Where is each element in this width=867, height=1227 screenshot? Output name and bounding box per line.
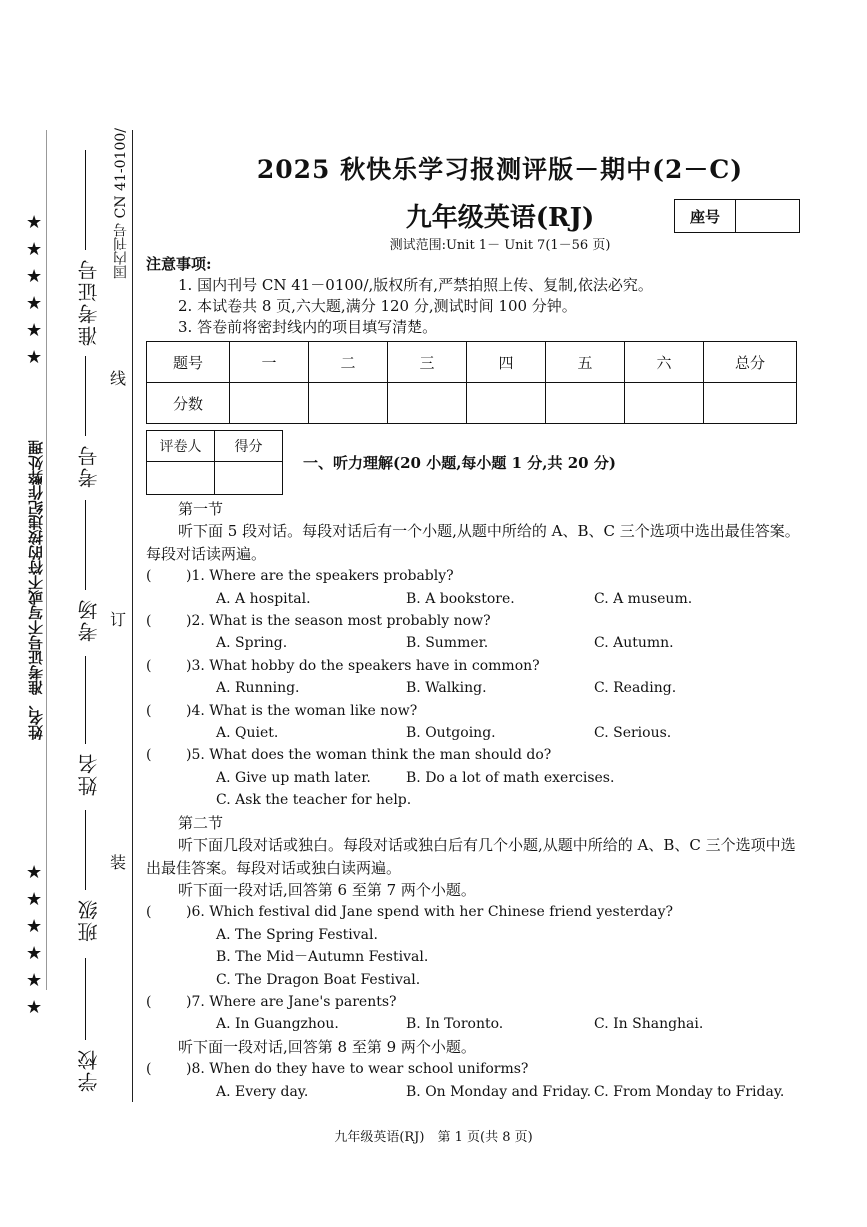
options-5 [146, 767, 806, 789]
options-1 [146, 588, 806, 610]
field-exam-id-line[interactable] [85, 150, 86, 250]
score-cell[interactable] [625, 383, 704, 424]
option-b: B. Do a lot of math exercises. [406, 769, 615, 786]
question-stem: )6. Which festival did Jane spend with her Chinese friend yesterday? [186, 904, 674, 921]
question-1 [146, 565, 806, 587]
notes-block [146, 254, 653, 338]
answer-bracket[interactable]: ( [146, 904, 152, 921]
question-stem: )4. What is the woman like now? [186, 702, 418, 719]
star-icon: ★ [26, 266, 43, 287]
section2-title: 第二节 [178, 813, 224, 832]
table-cell: 六 [625, 342, 704, 383]
options-2 [146, 632, 806, 654]
field-exam-number-line[interactable] [85, 356, 86, 436]
option-c: C. From Monday to Friday. [594, 1083, 785, 1100]
question-stem: )8. When do they have to wear school uniforms? [186, 1061, 529, 1078]
options-8 [146, 1081, 806, 1103]
field-exam-id: 准考证号 [77, 258, 101, 346]
cheating-warning: 姓名、准考证号不写或不符的按违纪作弊处理 [27, 440, 45, 740]
options-3 [146, 677, 806, 699]
option-a: A. Quiet. [216, 725, 279, 742]
score-table [146, 341, 797, 424]
table-row [147, 431, 283, 462]
section2-instruction: 听下面几段对话或独白。每段对话或独白后有几个小题,从题中所给的 A、B、C 三个选项中选出最佳答案。每段对话或独白读两遍。 [146, 836, 796, 877]
star-icon: ★ [26, 889, 43, 910]
options-4 [146, 722, 806, 744]
option-c: C. Ask the teacher for help. [216, 792, 412, 809]
score-cell[interactable] [309, 383, 388, 424]
question-stem: )3. What hobby do the speakers have in common? [186, 657, 540, 674]
option-b: B. Summer. [406, 635, 489, 652]
lead-8-9: 听下面一段对话,回答第 8 至第 9 两个小题。 [178, 1037, 476, 1056]
grader-cell[interactable] [215, 462, 283, 495]
question-4 [146, 700, 806, 722]
option-a: A. Spring. [216, 635, 288, 652]
answer-bracket[interactable]: ( [146, 568, 152, 585]
option-c: C. In Shanghai. [594, 1016, 704, 1033]
star-icon: ★ [26, 320, 43, 341]
star-icon: ★ [26, 943, 43, 964]
table-row [147, 342, 797, 383]
star-icon: ★ [26, 997, 43, 1018]
field-school: 学校 [77, 1048, 101, 1092]
option-a: A. The Spring Festival. [216, 926, 378, 943]
section1-title: 第一节 [178, 500, 224, 518]
notes-item: 1. 国内刊号 CN 41－0100/,版权所有,严禁拍照上传、复制,依法必究。 [178, 276, 653, 294]
option-a: A. Running. [216, 680, 300, 697]
table-cell: 总分 [704, 342, 797, 383]
table-cell: 三 [388, 342, 467, 383]
binding-line [132, 130, 133, 1102]
test-range: 测试范围:Unit 1－ Unit 7(1－56 页) [389, 238, 611, 253]
option-c: C. Reading. [594, 680, 677, 697]
lead-6-7: 听下面一段对话,回答第 6 至第 7 两个小题。 [178, 880, 476, 899]
field-exam-room-line[interactable] [85, 500, 86, 590]
option-a: A. Give up math later. [216, 769, 371, 786]
score-cell[interactable] [230, 383, 309, 424]
exam-subtitle: 九年级英语(RJ) [405, 203, 595, 233]
option-c: C. A museum. [594, 590, 693, 607]
page-footer: 九年级英语(RJ) 第 1 页(共 8 页) [334, 1130, 533, 1145]
field-exam-room: 考场 [77, 598, 101, 642]
score-cell[interactable] [704, 383, 797, 424]
star-icon: ★ [26, 347, 43, 368]
option-b: B. The Mid－Autumn Festival. [216, 949, 429, 966]
table-row [147, 462, 283, 495]
question-6 [146, 901, 806, 923]
star-icon: ★ [26, 212, 43, 233]
table-cell: 二 [309, 342, 388, 383]
answer-bracket[interactable]: ( [146, 993, 152, 1010]
star-icon: ★ [26, 862, 43, 883]
table-cell: 题号 [147, 342, 230, 383]
publication-number: 国内刊号 CN 41-0100/ [113, 128, 129, 279]
seat-number-box [674, 199, 800, 233]
cut-line-mark-staple: 装 [110, 853, 127, 872]
left-margin-rule [46, 130, 47, 990]
listening-section [146, 498, 806, 1103]
cut-line-mark-bind: 订 [110, 610, 127, 629]
table-cell: 得分 [215, 431, 283, 462]
field-class: 班级 [77, 898, 101, 942]
field-class-line[interactable] [85, 810, 86, 890]
score-cell[interactable] [388, 383, 467, 424]
option-b: B. Outgoing. [406, 725, 496, 742]
question-stem: )5. What does the woman think the man should do? [186, 747, 552, 764]
answer-bracket[interactable]: ( [146, 702, 152, 719]
question-3 [146, 655, 806, 677]
table-cell: 一 [230, 342, 309, 383]
cut-line-mark-line: 线 [110, 369, 127, 388]
answer-bracket[interactable]: ( [146, 1061, 152, 1078]
grader-table [146, 430, 283, 495]
option-c: C. The Dragon Boat Festival. [216, 971, 421, 988]
grader-cell[interactable] [147, 462, 215, 495]
option-a: A. A hospital. [216, 590, 311, 607]
field-school-line[interactable] [85, 958, 86, 1040]
field-name: 姓名 [77, 752, 101, 796]
question-8 [146, 1058, 806, 1080]
section1-instruction: 听下面 5 段对话。每段对话后有一个小题,从题中所给的 A、B、C 三个选项中选出最佳答案。每段对话读两遍。 [146, 522, 800, 563]
exam-title: 2025 秋快乐学习报测评版－期中(2－C) [256, 155, 744, 184]
options-7 [146, 1013, 806, 1035]
option-b: B. In Toronto. [406, 1016, 504, 1033]
question-7 [146, 991, 806, 1013]
notes-heading: 注意事项: [146, 255, 212, 273]
option-b: B. A bookstore. [406, 590, 515, 607]
option-b: B. On Monday and Friday. [406, 1083, 592, 1100]
option-a: A. Every day. [216, 1083, 309, 1100]
table-row [147, 383, 797, 424]
answer-bracket[interactable]: ( [146, 747, 152, 764]
star-icon: ★ [26, 970, 43, 991]
seat-number-label: 座号 [675, 200, 736, 232]
question-stem: )1. Where are the speakers probably? [186, 568, 454, 585]
table-cell: 评卷人 [147, 431, 215, 462]
star-icon: ★ [26, 293, 43, 314]
question-5 [146, 744, 806, 766]
part1-title: 一、听力理解(20 小题,每小题 1 分,共 20 分) [303, 454, 616, 472]
option-c: C. Serious. [594, 725, 672, 742]
option-a: A. In Guangzhou. [216, 1016, 339, 1033]
score-cell[interactable] [467, 383, 546, 424]
star-icon: ★ [26, 916, 43, 937]
option-c: C. Autumn. [594, 635, 674, 652]
answer-bracket[interactable]: ( [146, 657, 152, 674]
table-cell: 四 [467, 342, 546, 383]
star-icon: ★ [26, 239, 43, 260]
field-exam-number: 考号 [77, 444, 101, 488]
notes-item: 3. 答卷前将密封线内的项目填写清楚。 [178, 318, 438, 336]
question-stem: )2. What is the season most probably now? [186, 613, 491, 630]
field-name-line[interactable] [85, 656, 86, 744]
notes-item: 2. 本试卷共 8 页,六大题,满分 120 分,测试时间 100 分钟。 [178, 297, 577, 315]
question-2 [146, 610, 806, 632]
table-cell: 分数 [147, 383, 230, 424]
option-b: B. Walking. [406, 680, 487, 697]
answer-bracket[interactable]: ( [146, 613, 152, 630]
score-cell[interactable] [546, 383, 625, 424]
question-stem: )7. Where are Jane's parents? [186, 993, 397, 1010]
seat-number-field[interactable] [736, 200, 799, 232]
table-cell: 五 [546, 342, 625, 383]
